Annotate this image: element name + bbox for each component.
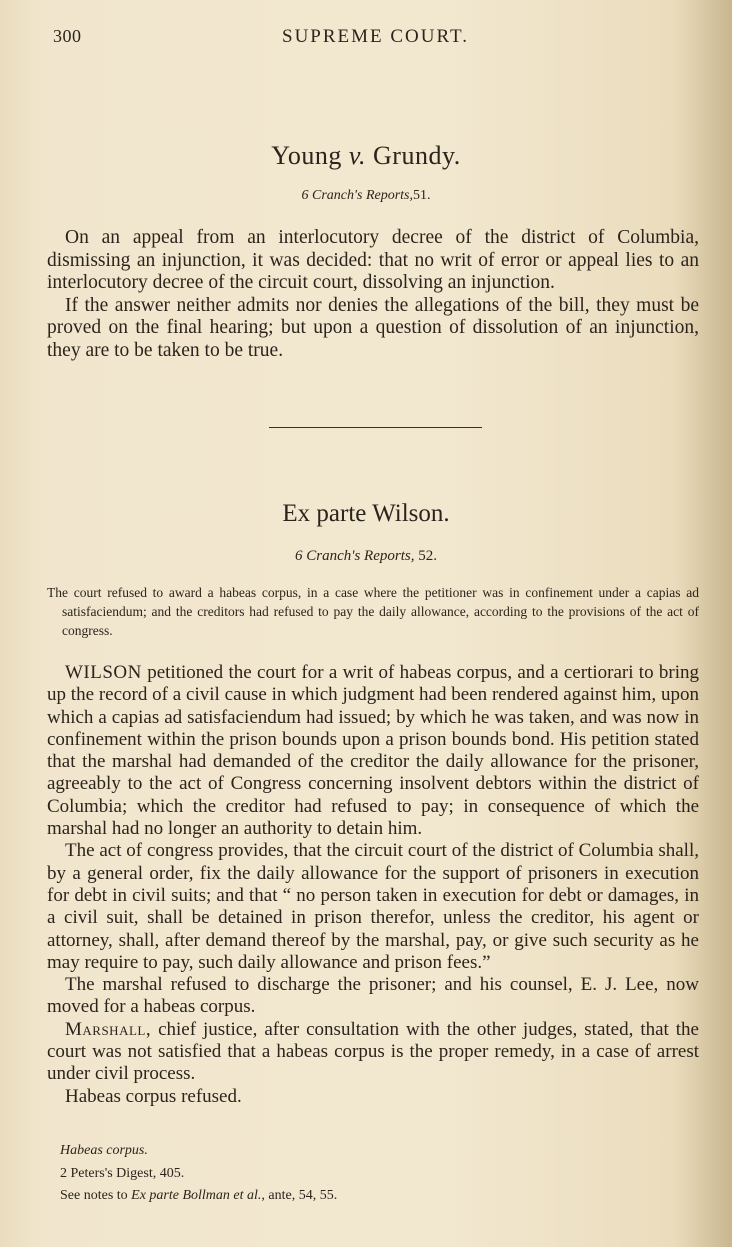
headnote-paragraph: On an appeal from an interlocutory decree of the district of Columbia, dismissing an injunction, it was decided: that no writ of error or appeal lies to an interlocutory decree of the circuit court, dissolving an injunction. [47,227,699,293]
section-divider [269,427,482,428]
paragraph-text: The act of congress provides, that the circuit court of the district of Columbia shall, by a general order, fix the daily allowance for the support of prisoners in execution for debt in civil suits; and that “ no person taken in execution for debt or damages, in a civil suit, shall be detained in prison therefor, unless the creditor, his agent or attorney, shall, after demand thereof by the marshal, pay, or give such security as he may require to pay, such daily allowance and prison fees.” [47,840,699,973]
paragraph-text: petitioned the court for a writ of habeas corpus, and a certiorari to bring up the record of a civil cause in which judgment had been rendered against him, upon which a capias ad satisfaciendum had issued; by which he was taken, and was now in confinement within the prison bounds upon a prison bounds bond. His petition stated that the marshal had demanded of the creditor the daily allowance for the prisoner, agreeably to the act of Congress concerning insolvent debtors within the district of Columbia; which the creditor had refused to pay; in consequence of which the marshal had no longer an authority to detain him. [47,662,699,840]
case-headnote [47,583,699,640]
paragraph-lead: Marshall, [65,1018,152,1040]
notes-heading: Habeas corpus. [60,1143,148,1158]
citation-page: 52. [418,548,437,564]
case-title-party-1: Young [271,141,342,170]
citation-reporter: 6 Cranch's Reports, [301,188,413,203]
headnote-paragraph: The court refused to award a habeas corpus, in a case where the petitioner was in confinement under a capias ad satisfaciendum; and the creditors had refused to pay the daily allowance, according to the provisions of the act of congress. [47,585,699,638]
opinion-paragraph [47,1086,699,1108]
case-title-young-v-grundy [0,141,732,171]
running-head [0,26,732,50]
opinion-paragraph [47,1019,699,1086]
case-citation [0,188,732,204]
paragraph-text: The marshal refused to discharge the prisoner; and his counsel, E. J. Lee, now moved for a habeas corpus. [47,974,699,1018]
case-headnote [47,227,699,362]
case-notes [60,1140,700,1208]
citation-reporter: 6 Cranch's Reports, [295,548,415,564]
case-opinion [47,662,699,1108]
paragraph-text: chief justice, after consultation with the other judges, stated, that the court was not satisfied that a habeas corpus is the proper remedy, in a case of arrest under civil process. [47,1018,699,1085]
citation-page: 51. [413,188,431,203]
notes-see-also: See notes to Ex parte Bollman et al., ante, 54, 55. [60,1188,338,1203]
running-title: SUPREME COURT. [282,26,469,47]
case-title-v: v. [348,141,367,170]
case-title-ex-parte-wilson: Ex parte Wilson. [282,500,450,527]
page-number: 300 [53,26,82,46]
case-citation [0,548,732,565]
notes-digest: 2 Peters's Digest, 405. [60,1165,185,1181]
headnote-paragraph: If the answer neither admits nor denies the allegations of the bill, they must be proved on the final hearing; but upon a question of dissolution of an injunction, they are to be taken to be true. [47,294,699,361]
case-title-party-2: Grundy. [373,141,461,170]
opinion-paragraph [47,840,699,974]
opinion-paragraph [47,974,699,1019]
opinion-paragraph [47,662,699,840]
paragraph-text: Habeas corpus refused. [65,1085,242,1107]
paragraph-lead: WILSON [65,662,142,683]
